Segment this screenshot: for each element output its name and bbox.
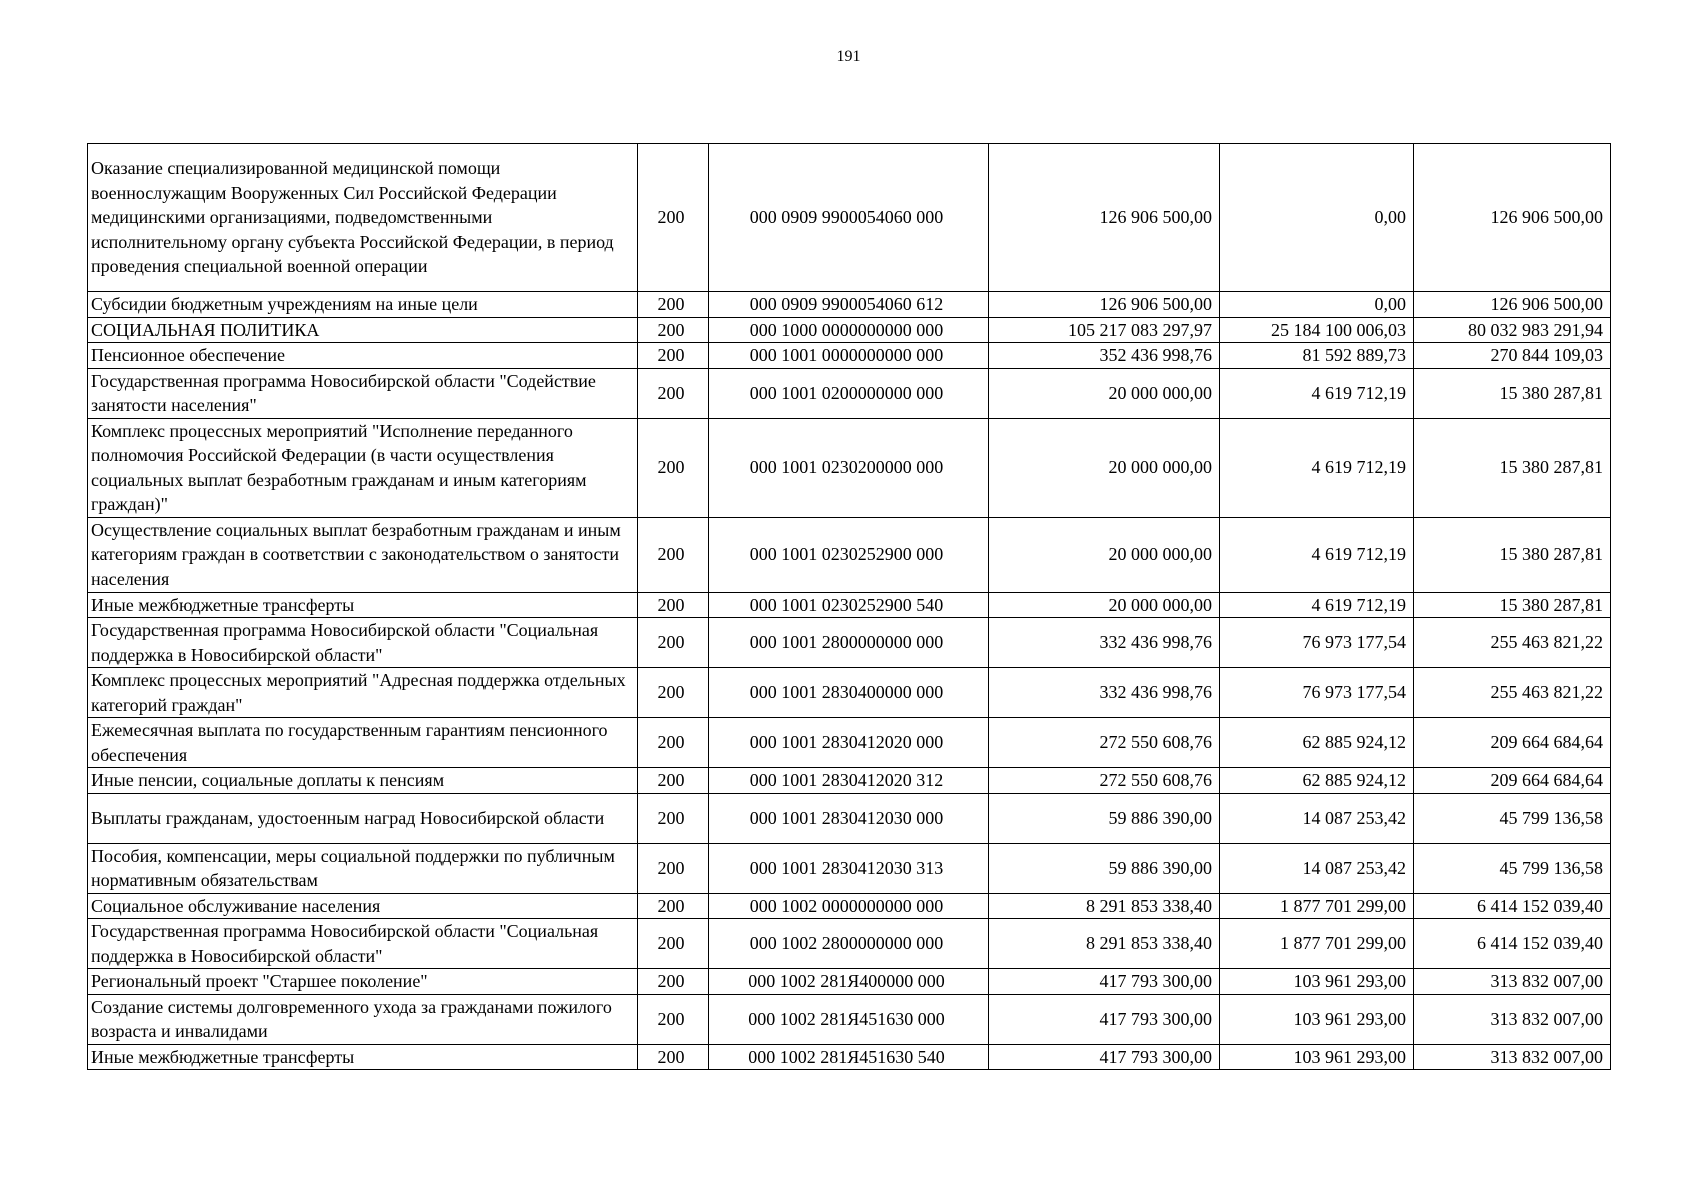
row-approved: 272 550 608,76 <box>989 768 1220 794</box>
row-kbk: 000 1001 0000000000 000 <box>709 343 989 369</box>
row-unexecuted: 126 906 500,00 <box>1414 144 1611 292</box>
table-row <box>88 144 1611 292</box>
row-executed: 81 592 889,73 <box>1220 343 1414 369</box>
row-name: Пособия, компенсации, меры социальной поддержки по публичным нормативным обязательствам <box>88 843 638 893</box>
row-name: Комплекс процессных мероприятий "Адресная поддержка отдельных категорий граждан" <box>88 668 638 718</box>
row-code: 200 <box>638 1044 709 1070</box>
row-code: 200 <box>638 618 709 668</box>
table-row <box>88 893 1611 919</box>
row-name: Государственная программа Новосибирской области "Содействие занятости населения" <box>88 368 638 418</box>
row-name: Социальное обслуживание населения <box>88 893 638 919</box>
row-unexecuted: 313 832 007,00 <box>1414 969 1611 995</box>
row-kbk: 000 1002 281Я451630 540 <box>709 1044 989 1070</box>
row-executed: 0,00 <box>1220 144 1414 292</box>
row-kbk: 000 1001 0230252900 000 <box>709 517 989 592</box>
row-unexecuted: 6 414 152 039,40 <box>1414 919 1611 969</box>
row-kbk: 000 1002 0000000000 000 <box>709 893 989 919</box>
row-code: 200 <box>638 668 709 718</box>
row-unexecuted: 270 844 109,03 <box>1414 343 1611 369</box>
row-approved: 105 217 083 297,97 <box>989 317 1220 343</box>
row-executed: 25 184 100 006,03 <box>1220 317 1414 343</box>
row-kbk: 000 1001 2800000000 000 <box>709 618 989 668</box>
table-row <box>88 919 1611 969</box>
row-approved: 417 793 300,00 <box>989 994 1220 1044</box>
row-kbk: 000 1002 281Я400000 000 <box>709 969 989 995</box>
row-unexecuted: 126 906 500,00 <box>1414 292 1611 318</box>
table-row <box>88 994 1611 1044</box>
row-approved: 8 291 853 338,40 <box>989 919 1220 969</box>
row-unexecuted: 313 832 007,00 <box>1414 994 1611 1044</box>
row-approved: 417 793 300,00 <box>989 969 1220 995</box>
row-approved: 59 886 390,00 <box>989 793 1220 843</box>
row-unexecuted: 80 032 983 291,94 <box>1414 317 1611 343</box>
row-approved: 59 886 390,00 <box>989 843 1220 893</box>
row-executed: 76 973 177,54 <box>1220 668 1414 718</box>
row-kbk: 000 0909 9900054060 612 <box>709 292 989 318</box>
table-row <box>88 418 1611 517</box>
row-name: Создание системы долговременного ухода за гражданами пожилого возраста и инвалидами <box>88 994 638 1044</box>
row-code: 200 <box>638 517 709 592</box>
row-code: 200 <box>638 292 709 318</box>
row-name: Региональный проект "Старшее поколение" <box>88 969 638 995</box>
row-executed: 14 087 253,42 <box>1220 843 1414 893</box>
row-kbk: 000 1001 2830400000 000 <box>709 668 989 718</box>
table-row <box>88 843 1611 893</box>
row-unexecuted: 15 380 287,81 <box>1414 517 1611 592</box>
row-unexecuted: 45 799 136,58 <box>1414 793 1611 843</box>
table-row <box>88 793 1611 843</box>
row-kbk: 000 1002 2800000000 000 <box>709 919 989 969</box>
row-code: 200 <box>638 919 709 969</box>
table-row <box>88 317 1611 343</box>
row-kbk: 000 1001 0200000000 000 <box>709 368 989 418</box>
row-name: Иные межбюджетные трансферты <box>88 592 638 618</box>
row-executed: 103 961 293,00 <box>1220 994 1414 1044</box>
row-approved: 20 000 000,00 <box>989 592 1220 618</box>
table-row <box>88 668 1611 718</box>
row-unexecuted: 6 414 152 039,40 <box>1414 893 1611 919</box>
row-approved: 332 436 998,76 <box>989 668 1220 718</box>
row-name: Комплекс процессных мероприятий "Исполнение переданного полномочия Российской Федерации (в части осуществления социальных выплат безработным гражданам и иным категориям граждан)" <box>88 418 638 517</box>
row-unexecuted: 255 463 821,22 <box>1414 668 1611 718</box>
row-code: 200 <box>638 969 709 995</box>
row-kbk: 000 1001 0230252900 540 <box>709 592 989 618</box>
row-approved: 272 550 608,76 <box>989 718 1220 768</box>
table-row <box>88 292 1611 318</box>
row-executed: 14 087 253,42 <box>1220 793 1414 843</box>
row-kbk: 000 1000 0000000000 000 <box>709 317 989 343</box>
row-executed: 0,00 <box>1220 292 1414 318</box>
row-unexecuted: 15 380 287,81 <box>1414 368 1611 418</box>
row-kbk: 000 0909 9900054060 000 <box>709 144 989 292</box>
row-name: Иные пенсии, социальные доплаты к пенсиям <box>88 768 638 794</box>
row-approved: 126 906 500,00 <box>989 144 1220 292</box>
row-approved: 352 436 998,76 <box>989 343 1220 369</box>
row-name: СОЦИАЛЬНАЯ ПОЛИТИКА <box>88 317 638 343</box>
row-approved: 8 291 853 338,40 <box>989 893 1220 919</box>
table-row <box>88 343 1611 369</box>
table-row <box>88 517 1611 592</box>
row-unexecuted: 15 380 287,81 <box>1414 592 1611 618</box>
row-code: 200 <box>638 317 709 343</box>
budget-table-body <box>88 144 1611 1070</box>
row-name: Государственная программа Новосибирской области "Социальная поддержка в Новосибирской области" <box>88 618 638 668</box>
row-executed: 4 619 712,19 <box>1220 418 1414 517</box>
row-executed: 1 877 701 299,00 <box>1220 893 1414 919</box>
table-row <box>88 768 1611 794</box>
budget-table <box>87 143 1611 1070</box>
row-executed: 4 619 712,19 <box>1220 368 1414 418</box>
row-code: 200 <box>638 418 709 517</box>
table-row <box>88 368 1611 418</box>
row-code: 200 <box>638 843 709 893</box>
row-unexecuted: 45 799 136,58 <box>1414 843 1611 893</box>
row-code: 200 <box>638 368 709 418</box>
row-kbk: 000 1001 2830412030 313 <box>709 843 989 893</box>
row-name: Иные межбюджетные трансферты <box>88 1044 638 1070</box>
row-unexecuted: 255 463 821,22 <box>1414 618 1611 668</box>
row-executed: 76 973 177,54 <box>1220 618 1414 668</box>
row-name: Оказание специализированной медицинской помощи военнослужащим Вооруженных Сил Российской Федерации медицинскими организациями, подведомственными исполнительному органу субъекта Российской Федерации, в период проведения специальной военной операции <box>88 144 638 292</box>
row-unexecuted: 313 832 007,00 <box>1414 1044 1611 1070</box>
row-executed: 103 961 293,00 <box>1220 969 1414 995</box>
row-code: 200 <box>638 343 709 369</box>
row-executed: 1 877 701 299,00 <box>1220 919 1414 969</box>
table-row <box>88 969 1611 995</box>
row-approved: 126 906 500,00 <box>989 292 1220 318</box>
row-code: 200 <box>638 768 709 794</box>
row-name: Выплаты гражданам, удостоенным наград Новосибирской области <box>88 793 638 843</box>
row-approved: 332 436 998,76 <box>989 618 1220 668</box>
row-code: 200 <box>638 144 709 292</box>
row-approved: 20 000 000,00 <box>989 517 1220 592</box>
row-unexecuted: 209 664 684,64 <box>1414 768 1611 794</box>
row-name: Пенсионное обеспечение <box>88 343 638 369</box>
table-row <box>88 618 1611 668</box>
row-executed: 62 885 924,12 <box>1220 768 1414 794</box>
row-kbk: 000 1001 2830412020 312 <box>709 768 989 794</box>
table-row <box>88 718 1611 768</box>
row-code: 200 <box>638 793 709 843</box>
row-unexecuted: 209 664 684,64 <box>1414 718 1611 768</box>
row-code: 200 <box>638 718 709 768</box>
row-executed: 103 961 293,00 <box>1220 1044 1414 1070</box>
row-executed: 4 619 712,19 <box>1220 592 1414 618</box>
row-name: Субсидии бюджетным учреждениям на иные цели <box>88 292 638 318</box>
row-unexecuted: 15 380 287,81 <box>1414 418 1611 517</box>
row-kbk: 000 1001 2830412020 000 <box>709 718 989 768</box>
row-code: 200 <box>638 592 709 618</box>
row-kbk: 000 1001 2830412030 000 <box>709 793 989 843</box>
row-name: Осуществление социальных выплат безработным гражданам и иным категориям граждан в соответствии с законодательством о занятости населения <box>88 517 638 592</box>
row-code: 200 <box>638 893 709 919</box>
row-approved: 20 000 000,00 <box>989 418 1220 517</box>
row-approved: 20 000 000,00 <box>989 368 1220 418</box>
page-number: 191 <box>836 48 861 65</box>
row-executed: 62 885 924,12 <box>1220 718 1414 768</box>
table-row <box>88 1044 1611 1070</box>
row-name: Государственная программа Новосибирской области "Социальная поддержка в Новосибирской области" <box>88 919 638 969</box>
row-approved: 417 793 300,00 <box>989 1044 1220 1070</box>
row-executed: 4 619 712,19 <box>1220 517 1414 592</box>
row-name: Ежемесячная выплата по государственным гарантиям пенсионного обеспечения <box>88 718 638 768</box>
table-row <box>88 592 1611 618</box>
row-code: 200 <box>638 994 709 1044</box>
row-kbk: 000 1001 0230200000 000 <box>709 418 989 517</box>
row-kbk: 000 1002 281Я451630 000 <box>709 994 989 1044</box>
